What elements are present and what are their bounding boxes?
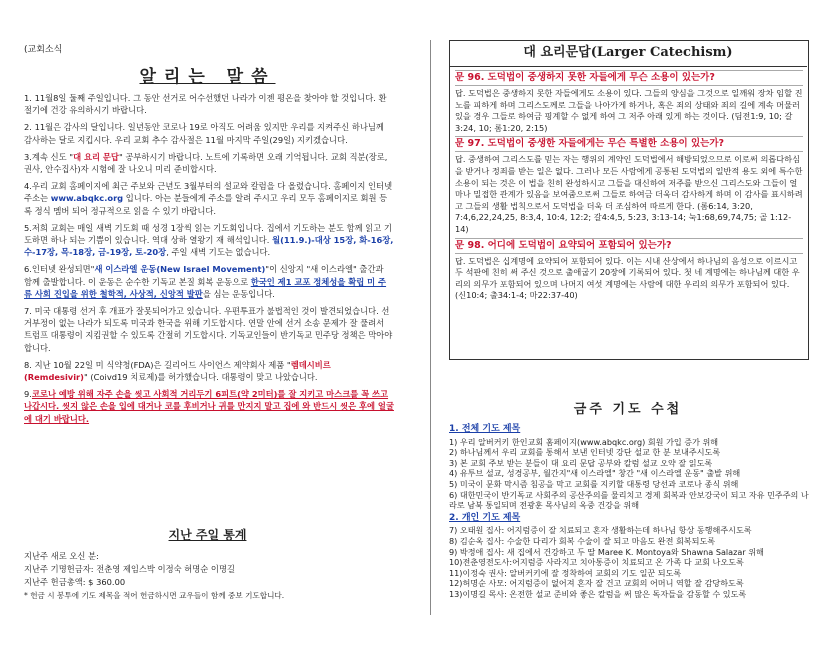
- announcement-item: 9.코로나 예방 위해 자주 손을 씻고 사회적 거리두기 6피트(약 2미터)를 잘 지키고 마스크를 꼭 쓰고 나갑시다. 씻지 않은 손을 입에 대거나 코를 후비거나 귀를 만지지 말고 집에 와 반드시 씻은 후에 얼굴에 대기 바랍니다.: [24, 389, 394, 424]
- prayer-item: 7) 오태원 집사: 어지럼증이 잘 치료되고 혼자 생활하는데 하나님 항상 동행해주시도록: [449, 525, 752, 536]
- catechism-answer: 답. 도덕법은 십계명에 요약되어 포함되어 있다. 이는 시내 산상에서 하나님의 음성으로 이르시고 두 석판에 친히 써 주신 것으로 출애굽기 20장에 기록되어 있다. 첫 네 계명에는 하나님께 대한 우리의 의무가 포함되어 있으며 나머지 여섯 계명에는 사람에 대한 우리의 의무가 포함되어 있다. (신10:4; 출34:1-4; 마22:37-40): [455, 255, 800, 301]
- highlight-text: 새 이스라엘 운동(New Israel Movement): [94, 264, 266, 275]
- catechism-qa-list: [455, 68, 803, 302]
- stats-block: [24, 550, 404, 602]
- announcement-item: 7. 미국 대통령 선거 후 개표가 잘못되어가고 있습니다. 우편투표가 불법적인 것이 발견되었습니다. 선거부정이 없는 나라가 되도록 미국과 한국을 위해 기도합시다. 연말 안에 선거 소송 문제가 잘 풀려서 트럼프 대통령이 지킴권할 수 있도록 간절히 기도합시다. 기독교인들이 반기독교 민주당 정책은 막아야 합니다.: [24, 306, 393, 353]
- catechism-question: 문 98. 어디에 도덕법이 요약되어 포함되어 있는가?: [455, 238, 803, 254]
- homepage-link[interactable]: www.abqkc.org: [50, 193, 124, 204]
- stats-line: * 헌금 시 봉투에 기도 제목을 적어 헌금하시면 교우들이 함께 중보 기도합니다.: [24, 591, 285, 600]
- prayer-notebook-title: 금주 기도 수첩: [573, 402, 683, 417]
- church-news-label: (교회소식: [24, 45, 63, 55]
- prayer-list: [449, 422, 809, 600]
- prayer-item: 1) 우리 알버커키 한인교회 홈페이지(www.abqkc.org) 회원 가입 증가 위해: [449, 436, 719, 447]
- catechism-answer: 답. 중생하여 그리스도를 믿는 자는 행위의 계약인 도덕법에서 해방되었으므로 이로써 의롭다하심을 받거나 정죄를 받는 일은 없다. 그러나 모든 사람에게 공통된 도덕법의 일반적 용도 외에 특수한 소용이 되는 것은 이 법을 친히 완성하시고 그들을 대신하여 저주를 받으신 그리스도와 그들이 얼마나 밀접한 관계가 있음을 보여줌으로써 그들로 하여금 더욱더 감사하게 하며 이 감사를 표시하려고 그들의 생활 법칙으로서 도덕법을 더욱 더 조심하여 따르게 한다. (롬6:14, 3:20, 7:4,6,22,24,25, 8:3,4, 10:4, 12:2; 갈4:4,5, 5:23, 3:13-14; 눅1:68,69,74,75; 골 1:12-14): [455, 154, 803, 234]
- prayer-section-title: 2. 개인 기도 제목: [449, 512, 521, 523]
- catechism-question: 문 96. 도덕법이 중생하지 못한 자들에게 무슨 소용이 있는가?: [455, 70, 803, 86]
- prayer-item: 13)이명길 목사: 온전한 설교 준비와 좋은 칼럼을 써 많은 독자들을 감동할 수 있도록: [449, 588, 747, 599]
- prayer-item: 9) 박정애 집사: 새 집에서 건강하고 두 딸 Maree K. Montoya와 Shawna Salazar 위해: [449, 546, 764, 557]
- highlight-text: 월(11.9.)-대상 15장, 화-16장, 수-17장, 목-18장, 금-19장, 토-20장: [24, 235, 394, 258]
- announcements-title: 알리는 말씀: [139, 67, 276, 87]
- announcement-item: 5.저희 교회는 매일 새벽 기도회 때 성경 1장씩 읽는 기도회입니다. 집에서 기도하는 분도 함께 읽고 기도하면 하나 되는 기쁨이 있습니다. 역대 상하 열왕기 재 해석입니다. 월(11.9.)-대상 15장, 화-16장, 수-17장, 목-18장, 금-19장, 토-20장, 주일 새벽 기도는 없습니다.: [24, 222, 394, 258]
- prayer-item: 6) 대한민국이 반기독교 사회주의 공산주의를 물리치고 경제 회복과 안보강국이 되고 자유 민주주의 나라로 남북 통일되며 전광훈 목사님의 옥중 건강을 위해: [449, 489, 809, 511]
- prayer-item: 12)허명순 사모: 어지럼증이 없어져 혼자 잘 건고 교회의 어머니 역할 잘 감당하도록: [449, 578, 744, 589]
- prayer-item: 5) 미국이 문화 막시즘 침공을 막고 교회를 지키할 대통령 당선과 코로나 종식 위해: [449, 478, 739, 489]
- highlight-text: 대 요리 문답: [73, 151, 119, 162]
- announcement-item: 1. 11월8일 둘째 주일입니다. 그 동안 선거로 어수선했던 나라가 이젠 평온을 찾아야 할 것입니다. 환절기에 건강 유의하시기 바랍니다.: [24, 93, 387, 116]
- prayer-item: 11)이정숙 권사: 알버커키에 잘 정착하여 교회의 기도 일꾼 되도록: [449, 567, 682, 578]
- announcement-item: 4.우리 교회 홈페이지에 최근 주보와 근년도 3월부터의 설교와 칼럼을 다 올렸습니다. 홈페이지 인터넷 주소는 www.abqkc.org 입니다. 아는 분들에게 주소를 알려 주시고 우리 모두 홈페이지로 회원 등록 정식 멤버 되어 정규적으로 읽을 수 있기 바랍니다.: [24, 181, 393, 216]
- highlight-text: 코로나 예방 위해 자주 손을 씻고 사회적 거리두기 6피트(약 2미터)를 잘 지키고 마스크를 꼭 쓰고 나갑시다. 씻지 않은 손을 입에 대거나 코를 후비거나 귀를 만지지 말고 집에 와 반드시 씻은 후에 얼굴에 대기 바랍니다.: [24, 389, 394, 424]
- prayer-item: 3) 본 교회 주보 받는 분들이 대 요리 문답 공부와 칼럼 설교 오약 잘 읽도록: [449, 457, 713, 468]
- highlight-text: 렘데시비르 (Remdesivir): [24, 359, 331, 383]
- catechism-answer: 답. 도덕법은 중생하지 못한 자들에게도 소용이 있다. 그들의 양심을 그것으로 일깨워 장차 임할 진노를 피하게 하며 그리스도께로 그들을 나아가게 하거나, 혹은 죄의 상태와 죄의 길에 계속 머물러 있을 경우 그들로 하여금 핑계할 수 없게 하여 그 저주 아래 있게 하는 것이다. (딤전1:9, 10; 갈3:24, 10; 롬1:20, 2:15): [455, 88, 803, 133]
- catechism-question: 문 97. 도덕법이 중생한 자들에게는 무슨 특별한 소용이 있는가?: [455, 136, 803, 152]
- prayer-section-title: 1. 전체 기도 제목: [449, 424, 521, 434]
- prayer-item: 2) 하나님께서 우리 교회를 통해서 보낸 인터넷 강단 설교 한 분 보내주시도록: [449, 447, 721, 458]
- announcement-item: 2. 11월은 감사의 달입니다. 일년동안 코로나 19로 아직도 어려움 있지만 우리를 지켜주신 하나님께 감사하는 달로 지킵시다. 우리 교회 추수 감사절은 11월 마지막 주일(29일) 지키겠습니다.: [24, 122, 384, 145]
- stats-line: 지난주 새로 오신 분:: [24, 551, 99, 561]
- stats-line: 지난주 기명헌금자: 전춘영 제임스박 이정숙 허명순 이명길: [24, 564, 235, 574]
- stats-line: 지난주 헌금총액: $ 360.00: [24, 577, 126, 587]
- stats-title: 지난 주일 통계: [168, 528, 247, 542]
- announcements-list: [24, 92, 394, 430]
- prayer-item: 10)전춘영전도사:어지럼증 사라지고 치아통증이 치료되고 온 가족 다 교회 나오도록: [449, 557, 744, 568]
- prayer-item: 8) 김순옥 집사: 수술한 다리가 회복 수술이 잘 되고 마음도 완전 회복되도록: [449, 535, 716, 546]
- column-divider: [430, 40, 431, 615]
- announcement-item: 8. 지난 10월 22일 미 식약청(FDA)은 길리어드 사이언스 제약회사 제품 "렘데시비르 (Remdesivir)" (Coivd19 치료제)를 허가했습니다. 대통령이 맞고 나았습니다.: [24, 359, 331, 383]
- announcement-item: 3.계속 신도 "대 요리 문답" 공부하시기 바랍니다. 노트에 기록하면 오래 기억됩니다. 교회 직분(장로, 권사, 안수집사)자 시험에 잘 나오니 미리 준비합시다.: [24, 151, 388, 175]
- catechism-title: 대 요리문답(Larger Catechism): [449, 40, 807, 67]
- prayer-item: 4) 유투브 설교, 성경공부, 월간지"새 이스라엘" 창간 "새 이스라엘 운동" 출발 위해: [449, 468, 741, 479]
- highlight-text: 한국인 제1 교포 정체성을 확립 미 주류 사회 진입을 위한 철학적, 사상적, 신앙적 발판: [24, 276, 387, 299]
- announcement-item: 6.인터넷 완성되면"새 이스라엘 운동(New Israel Movement)"이 신앙지 "새 이스라엘" 출간과 함께 출발합니다. 이 운동은 순수한 기독교 본질 회복 운동으로 한국인 제1 교포 정체성을 확립 미 주류 사회 진입을 위한 철학적, 사상적, 신앙적 발판을 심는 운동입니다.: [24, 264, 387, 299]
